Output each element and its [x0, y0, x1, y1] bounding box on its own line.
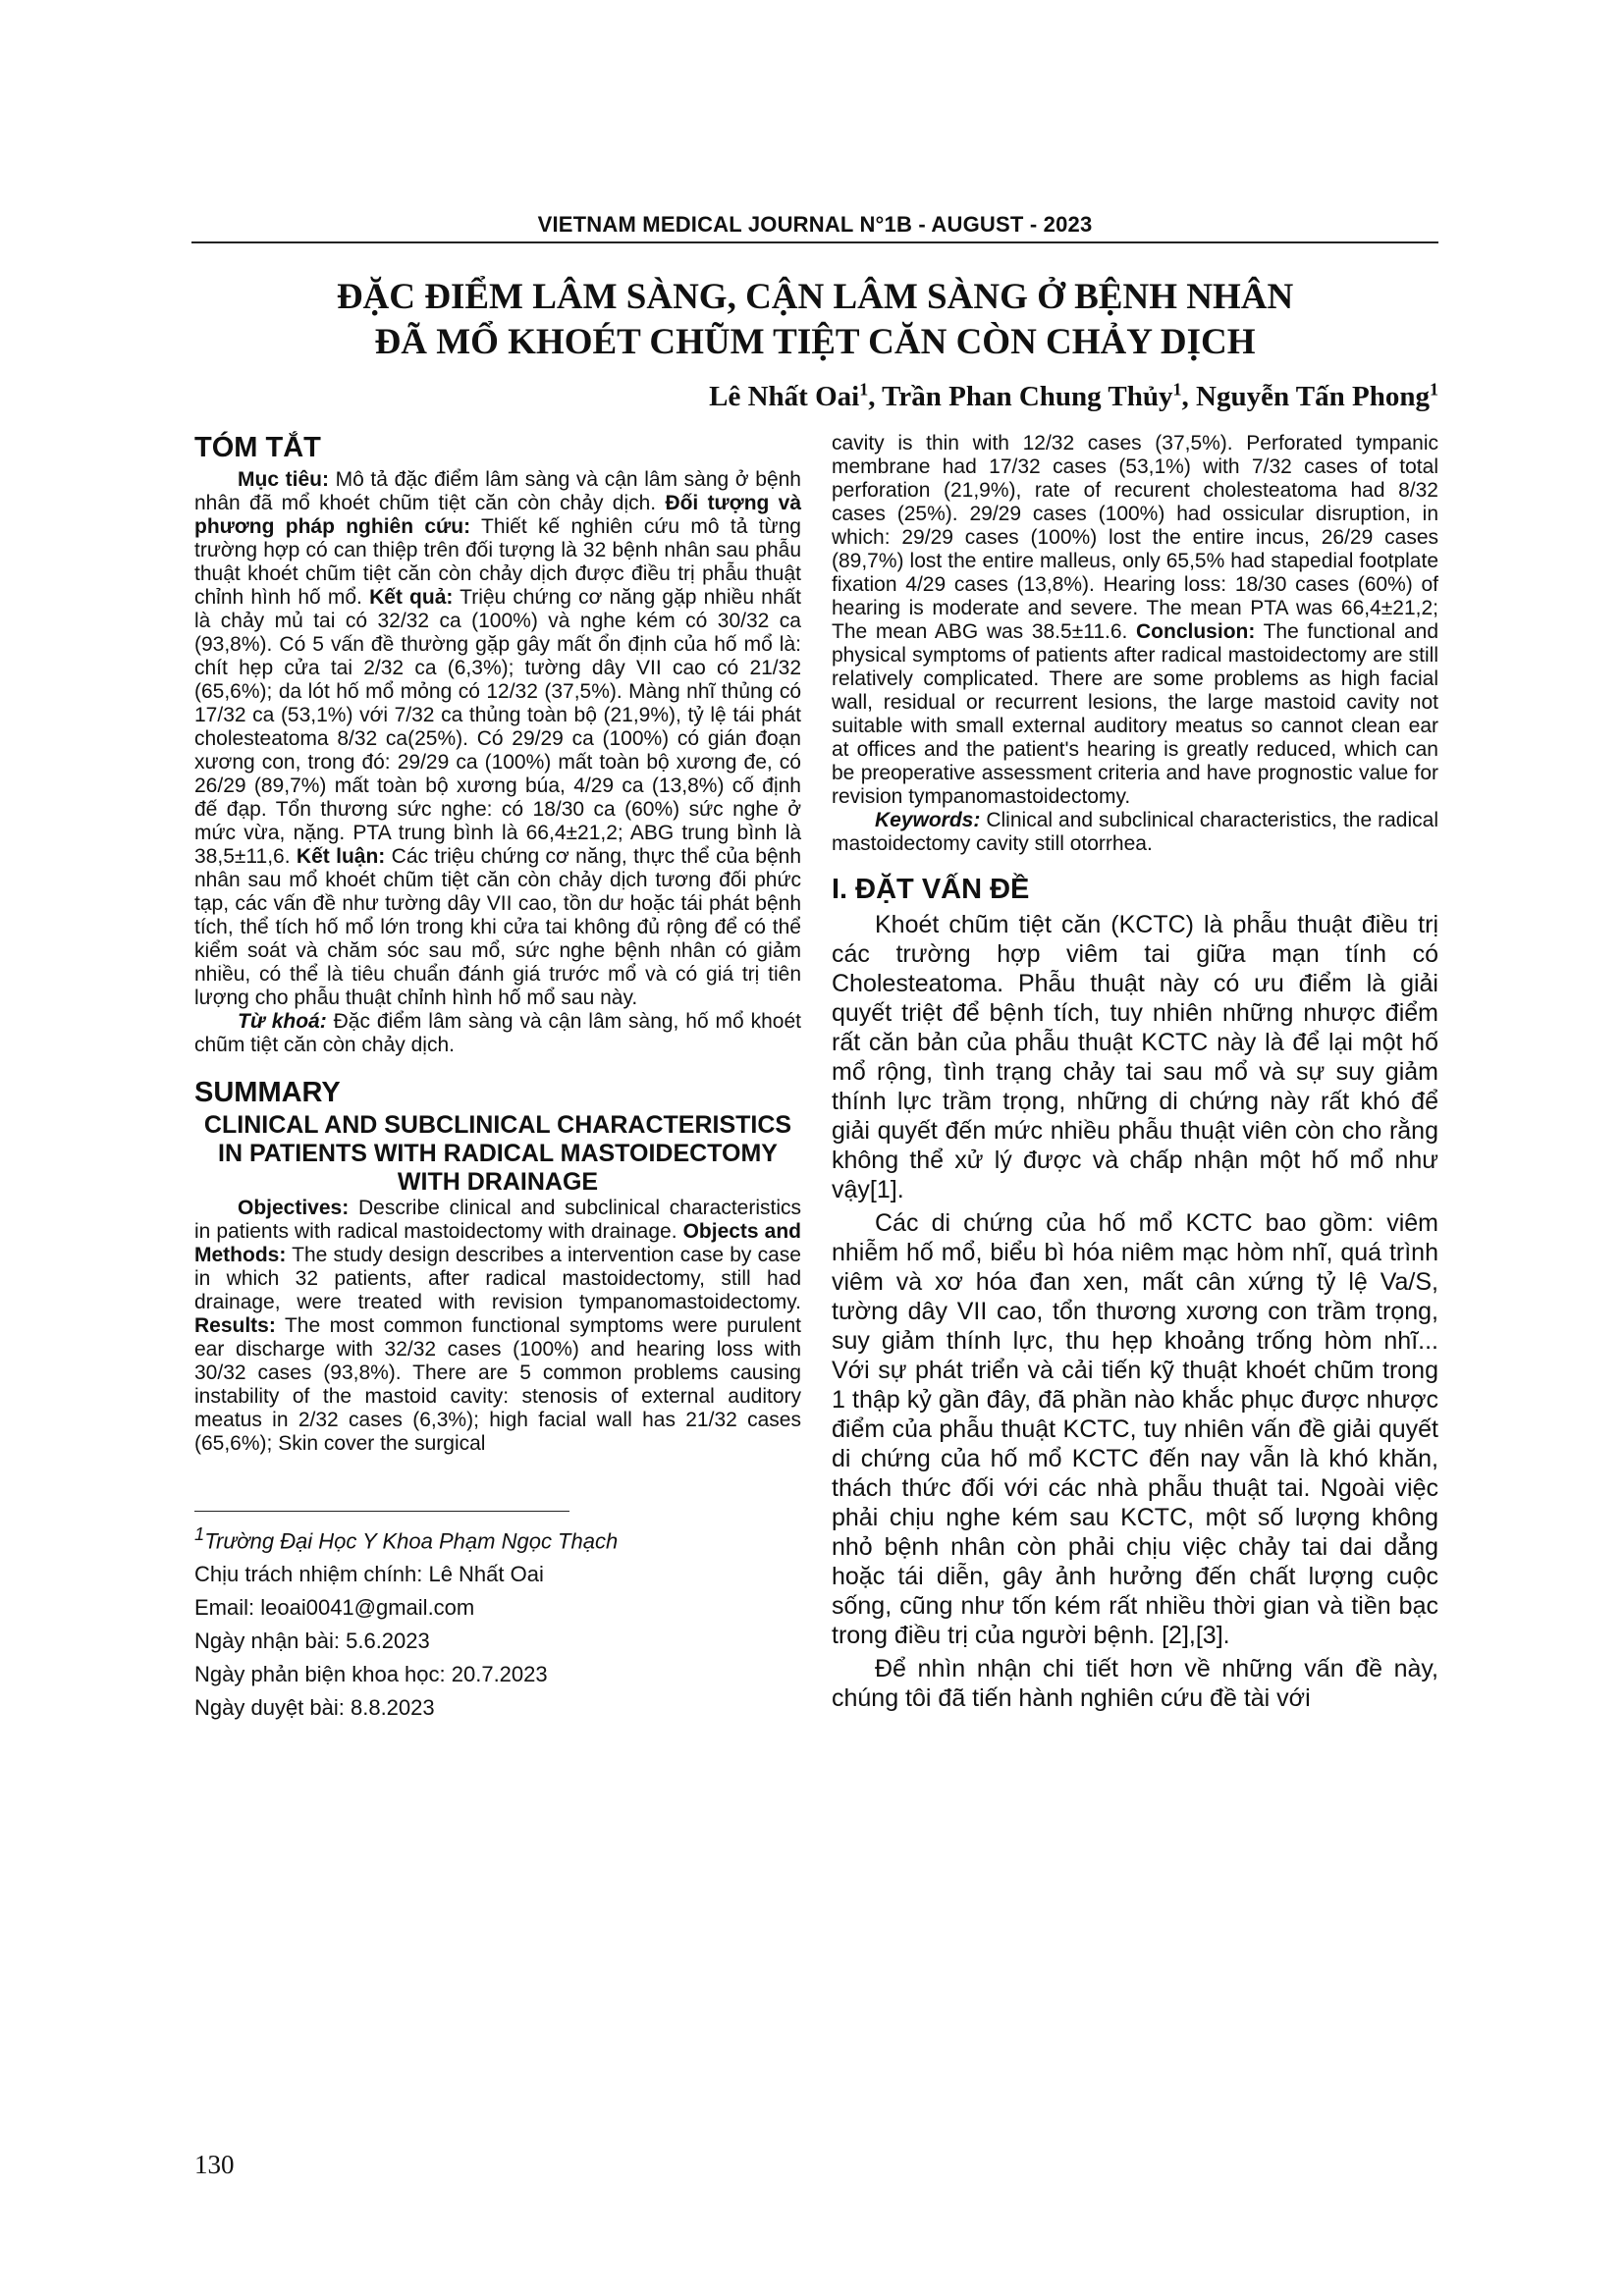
footnote-affiliation-mark: 1 — [194, 1523, 205, 1544]
summary-heading: SUMMARY — [194, 1077, 341, 1108]
author-name: Lê Nhất Oai — [709, 381, 860, 412]
section-1-paragraph-2: Các di chứng của hố mổ KCTC bao gồm: viêm nhiễm hố mổ, biểu bì hóa niêm mạc hòm nhĩ, quá trình viêm và xơ hóa đan xen, mất cân xứng tỷ lệ Va/S, tường dây VII cao, tổn thương xương con trầm trọng, suy giảm thính lực, thu hẹp khoảng trống hòm nhĩ... Với sự phát triển và cải tiến kỹ thuật khoét chũm trong 1 thập kỷ gần đây, đã phần nào khắc phục được nhược điểm của phẫu thuật KCTC, tuy nhiên vấn đề giải quyết di chứng của hố mổ KCTC đến nay vẫn là khó khăn, thách thức đối với các nhà phẫu thuật tai. Ngoài việc phải chịu nghe kém sau KCTC, một số lượng không nhỏ bệnh nhân còn phải chịu việc chảy tai dai dẳng hoặc tái diễn, gây ảnh hưởng đến chất lượng cuộc sống, cũng như tốn kém rất nhiều thời gian và tiền bạc trong điều trị của người bệnh. [2],[3]. — [832, 1209, 1438, 1649]
objectives-text: Describe clinical and subclinical characteristics in patients with radical mastoidectomy with drainage. — [194, 1197, 801, 1243]
author-separator: , — [868, 381, 883, 412]
left-column — [194, 432, 801, 1725]
footnote-affiliation-text: Trường Đại Học Y Khoa Phạm Ngọc Thạch — [204, 1528, 619, 1554]
conclusion-text: Các triệu chứng cơ năng, thực thể của bệnh nhân sau mổ khoét chũm tiệt căn còn chảy dịch tương đối phức tạp, các vấn đề như tường dây VII cao, tồn dư hoặc tái phát bệnh tích, thể tích hố mổ lớn trong khi cửa tai không đủ rộng để có thể kiểm soát và chăm sóc sau mổ, sức nghe bệnh nhân có giảm nhiều, có thể là tiêu chuẩn đánh giá trước mổ và có giá trị tiên lượng cho phẫu thuật chỉnh hình hố mổ sau này. — [194, 845, 802, 1009]
results-en-text: The most common functional symptoms were purulent ear discharge with 32/32 cases (100%) and hearing loss with 30/32 cases (93,8%). There are 5 common problems causing instability of the mastoid cavity: stenosis of external auditory meatus in 2/32 cases (6,3%); high facial wall has 21/32 cases (65,6%); Skin cover the surgical — [194, 1314, 801, 1455]
author-affiliation-mark: 1 — [1430, 379, 1438, 400]
author-separator: , — [1181, 381, 1196, 412]
keywords-en-text: Clinical and subclinical characteristics, the radical mastoidectomy cavity still otorrhea. — [832, 809, 1438, 855]
footnote-reviewed: Ngày phản biện khoa học: 20.7.2023 — [194, 1662, 548, 1687]
page-number: 130 — [194, 2150, 235, 2179]
footnote-responsible: Chịu trách nhiệm chính: Lê Nhất Oai — [194, 1562, 544, 1587]
summary-abstract-continued — [832, 432, 1438, 809]
summary-keywords — [832, 809, 1438, 856]
tomtat-keywords — [194, 1010, 801, 1057]
journal-header: VIETNAM MEDICAL JOURNAL N°1B - AUGUST - 2023 — [537, 212, 1093, 237]
keywords-en-label: Keywords: — [875, 809, 981, 831]
methods-label: Đối tượng và phương pháp nghiên cứu: — [194, 492, 802, 538]
objective-text: Mô tả đặc điểm lâm sàng và cận lâm sàng ở bệnh nhân đã mổ khoét chũm tiệt căn còn chảy dịch. — [194, 468, 801, 514]
footnote-affiliation — [194, 1518, 801, 1558]
objects-methods-label: Objects and Methods: — [194, 1220, 801, 1266]
conclusion-en-text: The functional and physical symptoms of patients after radical mastoidectomy are still relatively complicated. There are some problems as high facial wall, residual or recurrent lesions, the large mastoid cavity not suitable with small external auditory meatus so cannot clean ear at offices and the patient's hearing is greatly reduced, which can be preoperative assessment criteria and have prognostic value for revision tympanomastoidectomy. — [832, 620, 1439, 808]
author-affiliation-mark: 1 — [1172, 379, 1182, 400]
keywords-label: Từ khoá: — [238, 1010, 327, 1033]
article-title — [191, 275, 1438, 365]
tomtat-abstract — [194, 468, 801, 1010]
keywords-text: Đặc điểm lâm sàng và cận lâm sàng, hố mổ khoét chũm tiệt căn còn chảy dịch. — [194, 1010, 801, 1056]
summary-abstract — [194, 1197, 801, 1456]
results-label: Kết quả: — [369, 586, 454, 609]
conclusion-label: Kết luận: — [296, 845, 386, 868]
author-affiliation-mark: 1 — [859, 379, 869, 400]
footnote-accepted: Ngày duyệt bài: 8.8.2023 — [194, 1695, 435, 1721]
tomtat-heading: TÓM TẮT — [194, 432, 321, 463]
conclusion-en-label: Conclusion: — [1136, 620, 1256, 643]
objective-label: Mục tiêu: — [238, 468, 329, 491]
title-line-1: ĐẶC ĐIỂM LÂM SÀNG, CẬN LÂM SÀNG Ở BỆNH NHÂN — [336, 277, 1294, 317]
author-list — [709, 381, 1438, 413]
footnote-email: Email: leoai0041@gmail.com — [194, 1595, 475, 1621]
results-text: Triệu chứng cơ năng gặp nhiều nhất là chảy mủ tai có 32/32 ca (100%) và nghe kém có 30/32 ca (93,8%). Có 5 vấn đề thường gặp gây mất ổn định của hố mổ là: chít hẹp cửa tai 2/32 ca (6,3%); tường dây VII cao có 21/32 (65,6%); da lót hố mổ mỏng có 12/32 (37,5%). Màng nhĩ thủng có 17/32 ca (53,1%) với 7/32 ca thủng toàn bộ (21,9%), tỷ lệ tái phát cholesteatoma 8/32 ca(25%). Có 29/29 ca (100%) có gián đoạn xương con, trong đó: 29/29 ca (100%) mất toàn bộ xương đe, có 26/29 (89,7%) mất toàn bộ xương búa, 4/29 ca (13,8%) cố định đế đạp. Tổn thương sức nghe: có 18/30 ca (60%) sức nghe ở mức vừa, nặng. PTA trung bình là 66,4±21,2; ABG trung bình là 38,5±11,6. — [194, 586, 802, 868]
section-1-paragraph-3: Để nhìn nhận chi tiết hơn về những vấn đề này, chúng tôi đã tiến hành nghiên cứu đề tài với — [832, 1655, 1438, 1712]
results-en-text-continued: cavity is thin with 12/32 cases (37,5%). Perforated tympanic membrane had 17/32 cases (53,1%) with 7/32 cases of total perforation (21,9%), rate of recurent cholesteatoma had 8/32 cases (25%). 29/29 cases (100%) had ossicular disruption, in which: 29/29 cases (100%) lost the entire incus, 26/29 cases (89,7%) lost the entire malleus, only 65,5% had stapedial footplate fixation 4/29 cases (13,8%). Hearing loss: 18/30 cases (60%) of hearing is moderate and severe. The mean PTA was 66,4±21,2; The mean ABG was 38.5±11.6. — [832, 432, 1438, 643]
objectives-label: Objectives: — [238, 1197, 350, 1219]
footnote-received: Ngày nhận bài: 5.6.2023 — [194, 1629, 430, 1654]
right-column — [832, 432, 1438, 1713]
title-line-2: ĐÃ MỔ KHOÉT CHŨM TIỆT CĂN CÒN CHẢY DỊCH — [374, 322, 1256, 362]
section-1-heading: I. ĐẶT VẤN ĐỀ — [832, 874, 1030, 905]
author-name: Nguyễn Tấn Phong — [1196, 381, 1430, 412]
header-rule — [191, 241, 1438, 243]
author-name: Trần Phan Chung Thủy — [882, 381, 1173, 412]
summary-title: CLINICAL AND SUBCLINICAL CHARACTERISTICS IN PATIENTS WITH RADICAL MASTOIDECTOMY WITH DRAINAGE — [203, 1111, 792, 1196]
objects-methods-text: The study design describes a intervention case by case in which 32 patients, after radical mastoidectomy, still had drainage, were treated with revision tympanomastoidectomy. — [194, 1244, 801, 1313]
methods-text: Thiết kế nghiên cứu mô tả từng trường hợp có can thiệp trên đối tượng là 32 bệnh nhân sau phẫu thuật khoét chũm tiệt căn còn chảy dịch được điều trị phẫu thuật chỉnh hình hố mổ. — [194, 515, 801, 609]
section-1-paragraph-1: Khoét chũm tiệt căn (KCTC) là phẫu thuật điều trị các trường hợp viêm tai giữa mạn tính có Cholesteatoma. Phẫu thuật này có ưu điểm là giải quyết triệt để bệnh tích, tuy nhiên những nhược điểm rất căn bản của phẫu thuật KCTC này là để lại một hố mổ rộng, tình trạng chảy tai sau mổ và sự suy giảm thính lực trầm trọng, những di chứng này rất khó để giải quyết đến mức nhiều phẫu thuật viên còn cho rằng không thể xử lý được và chấp nhận một hố mổ như vậy[1]. — [832, 911, 1438, 1203]
results-en-label: Results: — [194, 1314, 276, 1337]
